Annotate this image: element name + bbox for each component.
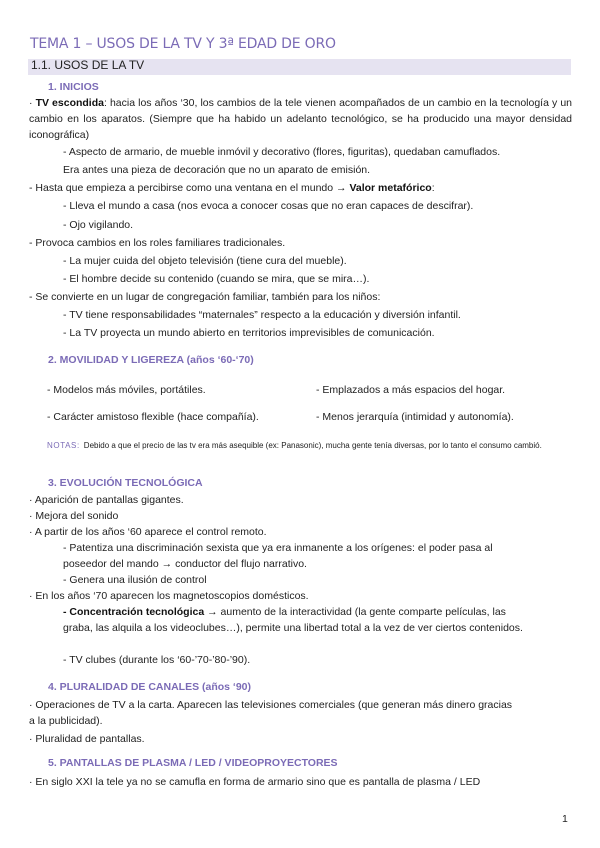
bullet-concentracion: - Concentración tecnológica → aumento de la interactividad (la gente comparte películas, las graba, las alquila a los videoclubes…), permite una libertad total a la vez de ver ciertos contenidos. <box>63 606 523 634</box>
line-sonido: · Mejora del sonido <box>29 510 119 522</box>
bullet-ojo: - Ojo vigilando. <box>63 219 134 231</box>
item-emplazados: - Emplazados a más espacios del hogar. <box>316 384 506 396</box>
bullet-mujer: - La mujer cuida del objeto televisión (tiene cura del mueble). <box>63 255 347 267</box>
heading-pluralidad: 4. PLURALIDAD DE CANALES (años ‘90) <box>48 681 252 693</box>
document-title: TEMA 1 – USOS DE LA TV Y 3ª EDAD DE ORO <box>30 36 336 52</box>
bullet-tv-clubes: - TV clubes (durante los ‘60-’70-’80-’90). <box>63 654 251 666</box>
section-title: 1.1. USOS DE LA TV <box>31 58 145 72</box>
item-caracter: - Carácter amistoso flexible (hace compañía). <box>47 411 259 423</box>
line-siglo-xxi: · En siglo XXI la tele ya no se camufla en forma de armario sino que es pantalla de plasma / LED <box>29 776 481 788</box>
page-number: 1 <box>562 813 568 825</box>
heading-evolucion: 3. EVOLUCIÓN TECNOLÓGICA <box>48 477 203 489</box>
line-pantallas-gigantes: · Aparición de pantallas gigantes. <box>29 494 184 506</box>
line-magnetoscopios: · En los años ‘70 aparecen los magnetoscopios domésticos. <box>29 590 309 602</box>
heading-pantallas: 5. PANTALLAS DE PLASMA / LED / VIDEOPROYECTORES <box>48 757 338 769</box>
note <box>47 439 567 452</box>
bullet-ilusion-control: - Genera una ilusión de control <box>63 574 207 586</box>
line-pluralidad-pantallas: · Pluralidad de pantallas. <box>29 733 145 745</box>
line-control-remoto: · A partir de los años ‘60 aparece el control remoto. <box>29 526 267 538</box>
bullet-hombre: - El hombre decide su contenido (cuando se mira, que se mira…). <box>63 273 370 285</box>
item-modelos: - Modelos más móviles, portátiles. <box>47 384 206 396</box>
paragraph-tv-escondida: · TV escondida: hacia los años ‘30, los cambios de la tele vienen acompañados de un cambio en la tecnología y un cambio en los aparatos. (Siempre que ha habido un adelanto tecnológico, se ha producido una mayor densidad iconográfica) <box>29 97 572 141</box>
bullet-armario-cont: Era antes una pieza de decoración que no un aparato de emisión. <box>63 164 371 176</box>
heading-inicios: 1. INICIOS <box>48 81 99 93</box>
note-text: Debido a que el precio de las tv era más asequible (ex: Panasonic), mucha gente tenía diversas, por lo tanto el consumo cambió. <box>83 441 542 450</box>
item-jerarquia: - Menos jerarquía (intimidad y autonomía). <box>316 411 514 423</box>
bullet-mundo-casa: - Lleva el mundo a casa (nos evoca a conocer cosas que no eran capaces de descifrar). <box>63 200 474 212</box>
bullet-mundo-abierto: - La TV proyecta un mundo abierto en territorios imprevisibles de comunicación. <box>63 327 435 339</box>
paragraph-roles: - Provoca cambios en los roles familiares tradicionales. <box>29 237 286 249</box>
paragraph-ventana: - Hasta que empieza a percibirse como una ventana en el mundo → Valor metafórico: <box>29 182 435 194</box>
paragraph-congregacion: - Se convierte en un lugar de congregación familiar, también para los niños: <box>29 291 381 303</box>
bullet-maternales: - TV tiene responsabilidades “maternales” respecto a la educación y diversión infantil. <box>63 309 461 321</box>
bullet-armario: - Aspecto de armario, de mueble inmóvil y decorativo (flores, figuritas), quedaban camuflados. <box>63 146 501 158</box>
heading-movilidad: 2. MOVILIDAD Y LIGEREZA (años ‘60-‘70) <box>48 354 254 366</box>
bullet-discriminacion: - Patentiza una discriminación sexista que ya era inmanente a los orígenes: el poder pasa al poseedor del mando → conductor del flujo narrativo. <box>63 542 493 570</box>
line-tv-carta: · Operaciones de TV a la carta. Aparecen las televisiones comerciales (que generan más dinero gracias a la publicidad). <box>29 699 513 727</box>
note-label: NOTAS: <box>47 441 80 450</box>
